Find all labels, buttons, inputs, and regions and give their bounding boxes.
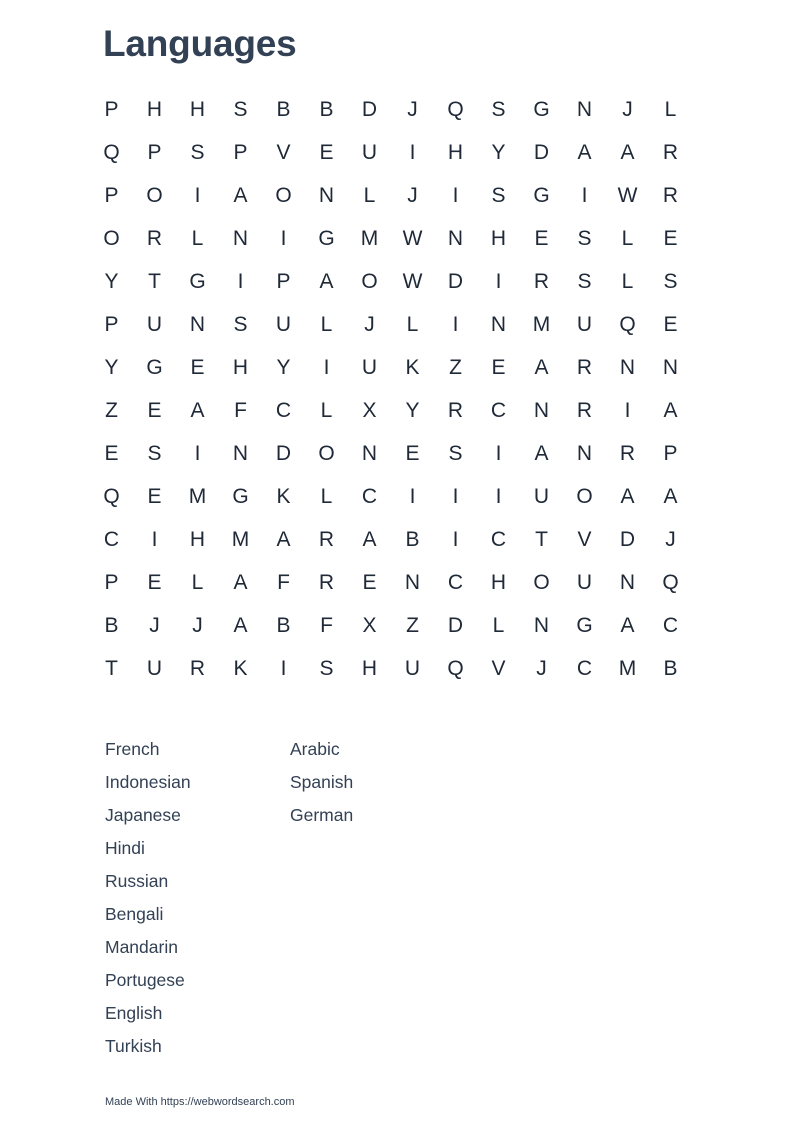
grid-letter[interactable]: G bbox=[189, 269, 206, 293]
grid-letter[interactable]: Q bbox=[103, 140, 120, 164]
grid-letter[interactable]: M bbox=[188, 484, 207, 508]
grid-letter[interactable]: O bbox=[533, 570, 550, 594]
grid-letter[interactable]: I bbox=[194, 183, 201, 207]
grid-letter[interactable]: N bbox=[576, 441, 593, 465]
grid-letter[interactable]: P bbox=[276, 269, 291, 293]
grid-letter[interactable]: M bbox=[618, 656, 637, 680]
grid-letter[interactable]: L bbox=[621, 226, 634, 250]
grid-letter[interactable]: A bbox=[534, 441, 549, 465]
grid-letter[interactable]: D bbox=[361, 97, 378, 121]
grid-letter[interactable]: P bbox=[233, 140, 248, 164]
grid-letter[interactable]: S bbox=[319, 656, 334, 680]
grid-letter[interactable]: U bbox=[146, 312, 163, 336]
grid-letter[interactable]: E bbox=[190, 355, 205, 379]
grid-letter[interactable]: U bbox=[146, 656, 163, 680]
word-list-item: Mandarin bbox=[105, 937, 178, 957]
grid-letter[interactable]: C bbox=[275, 398, 292, 422]
grid-letter[interactable]: N bbox=[490, 312, 507, 336]
grid-letter[interactable]: A bbox=[577, 140, 592, 164]
grid-letter[interactable]: R bbox=[189, 656, 206, 680]
grid-letter[interactable]: A bbox=[233, 613, 248, 637]
grid-letter[interactable]: O bbox=[146, 183, 163, 207]
grid-letter[interactable]: N bbox=[576, 97, 593, 121]
grid-letter[interactable]: V bbox=[491, 656, 506, 680]
grid-letter[interactable]: S bbox=[190, 140, 205, 164]
grid-letter[interactable]: C bbox=[662, 613, 679, 637]
grid-letter[interactable]: J bbox=[407, 183, 418, 207]
grid-letter[interactable]: I bbox=[323, 355, 330, 379]
grid-letter[interactable]: Y bbox=[491, 140, 506, 164]
grid-letter[interactable]: E bbox=[534, 226, 549, 250]
grid-letter[interactable]: R bbox=[662, 183, 679, 207]
grid-letter[interactable]: B bbox=[276, 613, 291, 637]
grid-letter[interactable]: C bbox=[576, 656, 593, 680]
word-list-item: Russian bbox=[105, 871, 169, 891]
grid-letter[interactable]: G bbox=[576, 613, 593, 637]
grid-letter[interactable]: G bbox=[232, 484, 249, 508]
grid-letter[interactable]: M bbox=[532, 312, 551, 336]
grid-letter[interactable]: I bbox=[452, 312, 459, 336]
grid-letter[interactable]: H bbox=[189, 97, 206, 121]
grid-letter[interactable]: J bbox=[665, 527, 676, 551]
grid-letter[interactable]: A bbox=[319, 269, 334, 293]
grid-letter[interactable]: N bbox=[361, 441, 378, 465]
grid-letter[interactable]: O bbox=[103, 226, 120, 250]
grid-letter[interactable]: A bbox=[233, 183, 248, 207]
grid-letter[interactable]: S bbox=[491, 97, 506, 121]
grid-letter[interactable]: N bbox=[533, 613, 550, 637]
grid-letter[interactable]: G bbox=[318, 226, 335, 250]
grid-letter[interactable]: H bbox=[232, 355, 249, 379]
grid-letter[interactable]: W bbox=[402, 269, 423, 293]
grid-letter[interactable]: X bbox=[362, 398, 377, 422]
grid-letter[interactable]: R bbox=[318, 527, 335, 551]
grid-letter[interactable]: R bbox=[318, 570, 335, 594]
grid-letter[interactable]: S bbox=[147, 441, 162, 465]
word-list-item: German bbox=[290, 805, 354, 825]
grid-letter[interactable]: Q bbox=[447, 97, 464, 121]
grid-letter[interactable]: P bbox=[104, 97, 119, 121]
word-list-item: Indonesian bbox=[105, 772, 191, 792]
grid-letter[interactable]: F bbox=[320, 613, 333, 637]
grid-letter[interactable]: A bbox=[663, 398, 678, 422]
grid-letter[interactable]: U bbox=[533, 484, 550, 508]
word-list-item: French bbox=[105, 739, 160, 759]
footer-credit: Made With https://webwordsearch.com bbox=[105, 1096, 295, 1108]
grid-letter[interactable]: P bbox=[104, 570, 119, 594]
grid-letter[interactable]: U bbox=[576, 570, 593, 594]
grid-letter[interactable]: E bbox=[362, 570, 377, 594]
grid-letter[interactable]: I bbox=[409, 140, 416, 164]
grid-letter[interactable]: W bbox=[402, 226, 423, 250]
grid-letter[interactable]: Q bbox=[662, 570, 679, 594]
grid-letter[interactable]: A bbox=[663, 484, 678, 508]
grid-letter[interactable]: Z bbox=[449, 355, 462, 379]
grid-letter[interactable]: G bbox=[533, 97, 550, 121]
word-list-item: English bbox=[105, 1003, 163, 1023]
word-list-item: Hindi bbox=[105, 838, 145, 858]
grid-letter[interactable]: L bbox=[320, 312, 333, 336]
grid-letter[interactable]: N bbox=[232, 226, 249, 250]
grid-letter[interactable]: Y bbox=[104, 355, 119, 379]
grid-letter[interactable]: U bbox=[404, 656, 421, 680]
word-list-item: Portugese bbox=[105, 970, 185, 990]
grid-letter[interactable]: I bbox=[624, 398, 631, 422]
grid-letter[interactable]: I bbox=[495, 269, 502, 293]
grid-letter[interactable]: A bbox=[534, 355, 549, 379]
grid-letter[interactable]: A bbox=[362, 527, 377, 551]
grid-letter[interactable]: J bbox=[192, 613, 203, 637]
grid-letter[interactable]: J bbox=[364, 312, 375, 336]
grid-letter[interactable]: A bbox=[190, 398, 205, 422]
grid-letter[interactable]: Y bbox=[276, 355, 291, 379]
grid-letter[interactable]: A bbox=[233, 570, 248, 594]
grid-letter[interactable]: I bbox=[452, 527, 459, 551]
grid-letter[interactable]: L bbox=[191, 570, 204, 594]
grid-letter[interactable]: Y bbox=[104, 269, 119, 293]
grid-letter[interactable]: G bbox=[146, 355, 163, 379]
grid-letter[interactable]: I bbox=[581, 183, 588, 207]
grid-letter[interactable]: B bbox=[319, 97, 334, 121]
grid-letter[interactable]: E bbox=[147, 570, 162, 594]
grid-letter[interactable]: N bbox=[619, 570, 636, 594]
grid-letter[interactable]: E bbox=[147, 398, 162, 422]
grid-letter[interactable]: P bbox=[147, 140, 162, 164]
grid-letter[interactable]: A bbox=[276, 527, 291, 551]
grid-letter[interactable]: I bbox=[495, 441, 502, 465]
grid-letter[interactable]: D bbox=[619, 527, 636, 551]
grid-letter[interactable]: C bbox=[490, 398, 507, 422]
grid-letter[interactable]: P bbox=[663, 441, 678, 465]
grid-letter[interactable]: Z bbox=[105, 398, 118, 422]
grid-letter[interactable]: I bbox=[194, 441, 201, 465]
grid-letter[interactable]: N bbox=[619, 355, 636, 379]
grid-letter[interactable]: V bbox=[577, 527, 592, 551]
grid-letter[interactable]: I bbox=[452, 484, 459, 508]
grid-letter[interactable]: U bbox=[361, 140, 378, 164]
grid-letter[interactable]: L bbox=[664, 97, 677, 121]
grid-letter[interactable]: E bbox=[663, 226, 678, 250]
grid-letter[interactable]: H bbox=[490, 226, 507, 250]
grid-letter[interactable]: J bbox=[622, 97, 633, 121]
grid-letter[interactable]: N bbox=[447, 226, 464, 250]
grid-letter[interactable]: B bbox=[276, 97, 291, 121]
grid-letter[interactable]: P bbox=[104, 312, 119, 336]
grid-letter[interactable]: D bbox=[275, 441, 292, 465]
grid-letter[interactable]: Q bbox=[447, 656, 464, 680]
grid-letter[interactable]: N bbox=[189, 312, 206, 336]
grid-letter[interactable]: T bbox=[105, 656, 118, 680]
grid-letter[interactable]: O bbox=[361, 269, 378, 293]
grid-letter[interactable]: N bbox=[533, 398, 550, 422]
grid-letter[interactable]: V bbox=[276, 140, 291, 164]
grid-letter[interactable]: E bbox=[319, 140, 334, 164]
grid-letter[interactable]: C bbox=[361, 484, 378, 508]
grid-letter[interactable]: E bbox=[147, 484, 162, 508]
grid-letter[interactable]: J bbox=[536, 656, 547, 680]
grid-letter[interactable]: R bbox=[576, 398, 593, 422]
grid-letter[interactable]: D bbox=[447, 613, 464, 637]
grid-letter[interactable]: L bbox=[320, 398, 333, 422]
letter-grid bbox=[90, 88, 692, 690]
word-list-item: Bengali bbox=[105, 904, 164, 924]
grid-letter[interactable]: S bbox=[448, 441, 463, 465]
grid-letter[interactable]: S bbox=[577, 269, 592, 293]
grid-letter[interactable]: G bbox=[533, 183, 550, 207]
grid-letter[interactable]: I bbox=[495, 484, 502, 508]
grid-letter[interactable]: U bbox=[275, 312, 292, 336]
grid-letter[interactable]: B bbox=[104, 613, 119, 637]
grid-letter[interactable]: J bbox=[149, 613, 160, 637]
grid-letter[interactable]: F bbox=[234, 398, 247, 422]
grid-letter[interactable]: K bbox=[233, 656, 248, 680]
grid-letter[interactable]: W bbox=[617, 183, 638, 207]
grid-letter[interactable]: R bbox=[447, 398, 464, 422]
grid-letter[interactable]: E bbox=[104, 441, 119, 465]
grid-letter[interactable]: O bbox=[576, 484, 593, 508]
grid-letter[interactable]: A bbox=[620, 484, 635, 508]
grid-letter[interactable]: B bbox=[405, 527, 420, 551]
grid-letter[interactable]: R bbox=[576, 355, 593, 379]
grid-letter[interactable]: I bbox=[452, 183, 459, 207]
grid-letter[interactable]: H bbox=[189, 527, 206, 551]
grid-letter[interactable]: L bbox=[492, 613, 505, 637]
grid-letter[interactable]: H bbox=[447, 140, 464, 164]
grid-letter[interactable]: Q bbox=[619, 312, 636, 336]
grid-letter[interactable]: N bbox=[404, 570, 421, 594]
grid-letter[interactable]: S bbox=[663, 269, 678, 293]
grid-letter[interactable]: C bbox=[103, 527, 120, 551]
grid-letter[interactable]: N bbox=[662, 355, 679, 379]
grid-letter[interactable]: E bbox=[405, 441, 420, 465]
grid-letter[interactable]: B bbox=[663, 656, 678, 680]
grid-letter[interactable]: R bbox=[533, 269, 550, 293]
grid-letter[interactable]: S bbox=[233, 312, 248, 336]
grid-letter[interactable]: P bbox=[104, 183, 119, 207]
grid-letter[interactable]: S bbox=[577, 226, 592, 250]
grid-letter[interactable]: N bbox=[232, 441, 249, 465]
grid-letter[interactable]: K bbox=[405, 355, 420, 379]
grid-letter[interactable]: R bbox=[619, 441, 636, 465]
grid-letter[interactable]: I bbox=[151, 527, 158, 551]
grid-letter[interactable]: U bbox=[361, 355, 378, 379]
grid-letter[interactable]: H bbox=[361, 656, 378, 680]
grid-letter[interactable]: Z bbox=[406, 613, 419, 637]
grid-letter[interactable]: S bbox=[233, 97, 248, 121]
grid-letter[interactable]: S bbox=[491, 183, 506, 207]
grid-letter[interactable]: R bbox=[146, 226, 163, 250]
grid-letter[interactable]: A bbox=[620, 140, 635, 164]
grid-letter[interactable]: H bbox=[146, 97, 163, 121]
grid-letter[interactable]: L bbox=[621, 269, 634, 293]
grid-letter[interactable]: H bbox=[490, 570, 507, 594]
page-title: Languages bbox=[103, 23, 297, 64]
word-list-item: Turkish bbox=[105, 1036, 162, 1056]
word-list-item: Japanese bbox=[105, 805, 181, 825]
grid-letter[interactable]: M bbox=[360, 226, 379, 250]
grid-letter[interactable]: I bbox=[409, 484, 416, 508]
word-list-item: Arabic bbox=[290, 739, 340, 759]
grid-letter[interactable]: I bbox=[280, 226, 287, 250]
grid-letter[interactable]: N bbox=[318, 183, 335, 207]
grid-letter[interactable]: T bbox=[535, 527, 548, 551]
grid-letter[interactable]: L bbox=[363, 183, 376, 207]
grid-letter[interactable]: E bbox=[491, 355, 506, 379]
grid-letter[interactable]: M bbox=[231, 527, 250, 551]
grid-letter[interactable]: F bbox=[277, 570, 290, 594]
grid-letter[interactable]: O bbox=[318, 441, 335, 465]
word-list bbox=[105, 735, 475, 1065]
grid-letter[interactable]: L bbox=[406, 312, 419, 336]
grid-letter[interactable]: I bbox=[280, 656, 287, 680]
word-list-item: Spanish bbox=[290, 772, 354, 792]
grid-letter[interactable]: D bbox=[447, 269, 464, 293]
grid-letter[interactable]: X bbox=[362, 613, 377, 637]
grid-letter[interactable]: R bbox=[662, 140, 679, 164]
grid-letter[interactable]: L bbox=[320, 484, 333, 508]
grid-letter[interactable]: K bbox=[276, 484, 291, 508]
grid-letter[interactable]: Y bbox=[405, 398, 420, 422]
grid-letter[interactable]: U bbox=[576, 312, 593, 336]
grid-letter[interactable]: D bbox=[533, 140, 550, 164]
grid-letter[interactable]: C bbox=[447, 570, 464, 594]
grid-letter[interactable]: C bbox=[490, 527, 507, 551]
grid-letter[interactable]: O bbox=[275, 183, 292, 207]
grid-letter[interactable]: L bbox=[191, 226, 204, 250]
grid-letter[interactable]: J bbox=[407, 97, 418, 121]
grid-letter[interactable]: T bbox=[148, 269, 161, 293]
grid-letter[interactable]: A bbox=[620, 613, 635, 637]
grid-letter[interactable]: Q bbox=[103, 484, 120, 508]
grid-letter[interactable]: I bbox=[237, 269, 244, 293]
grid-letter[interactable]: E bbox=[663, 312, 678, 336]
